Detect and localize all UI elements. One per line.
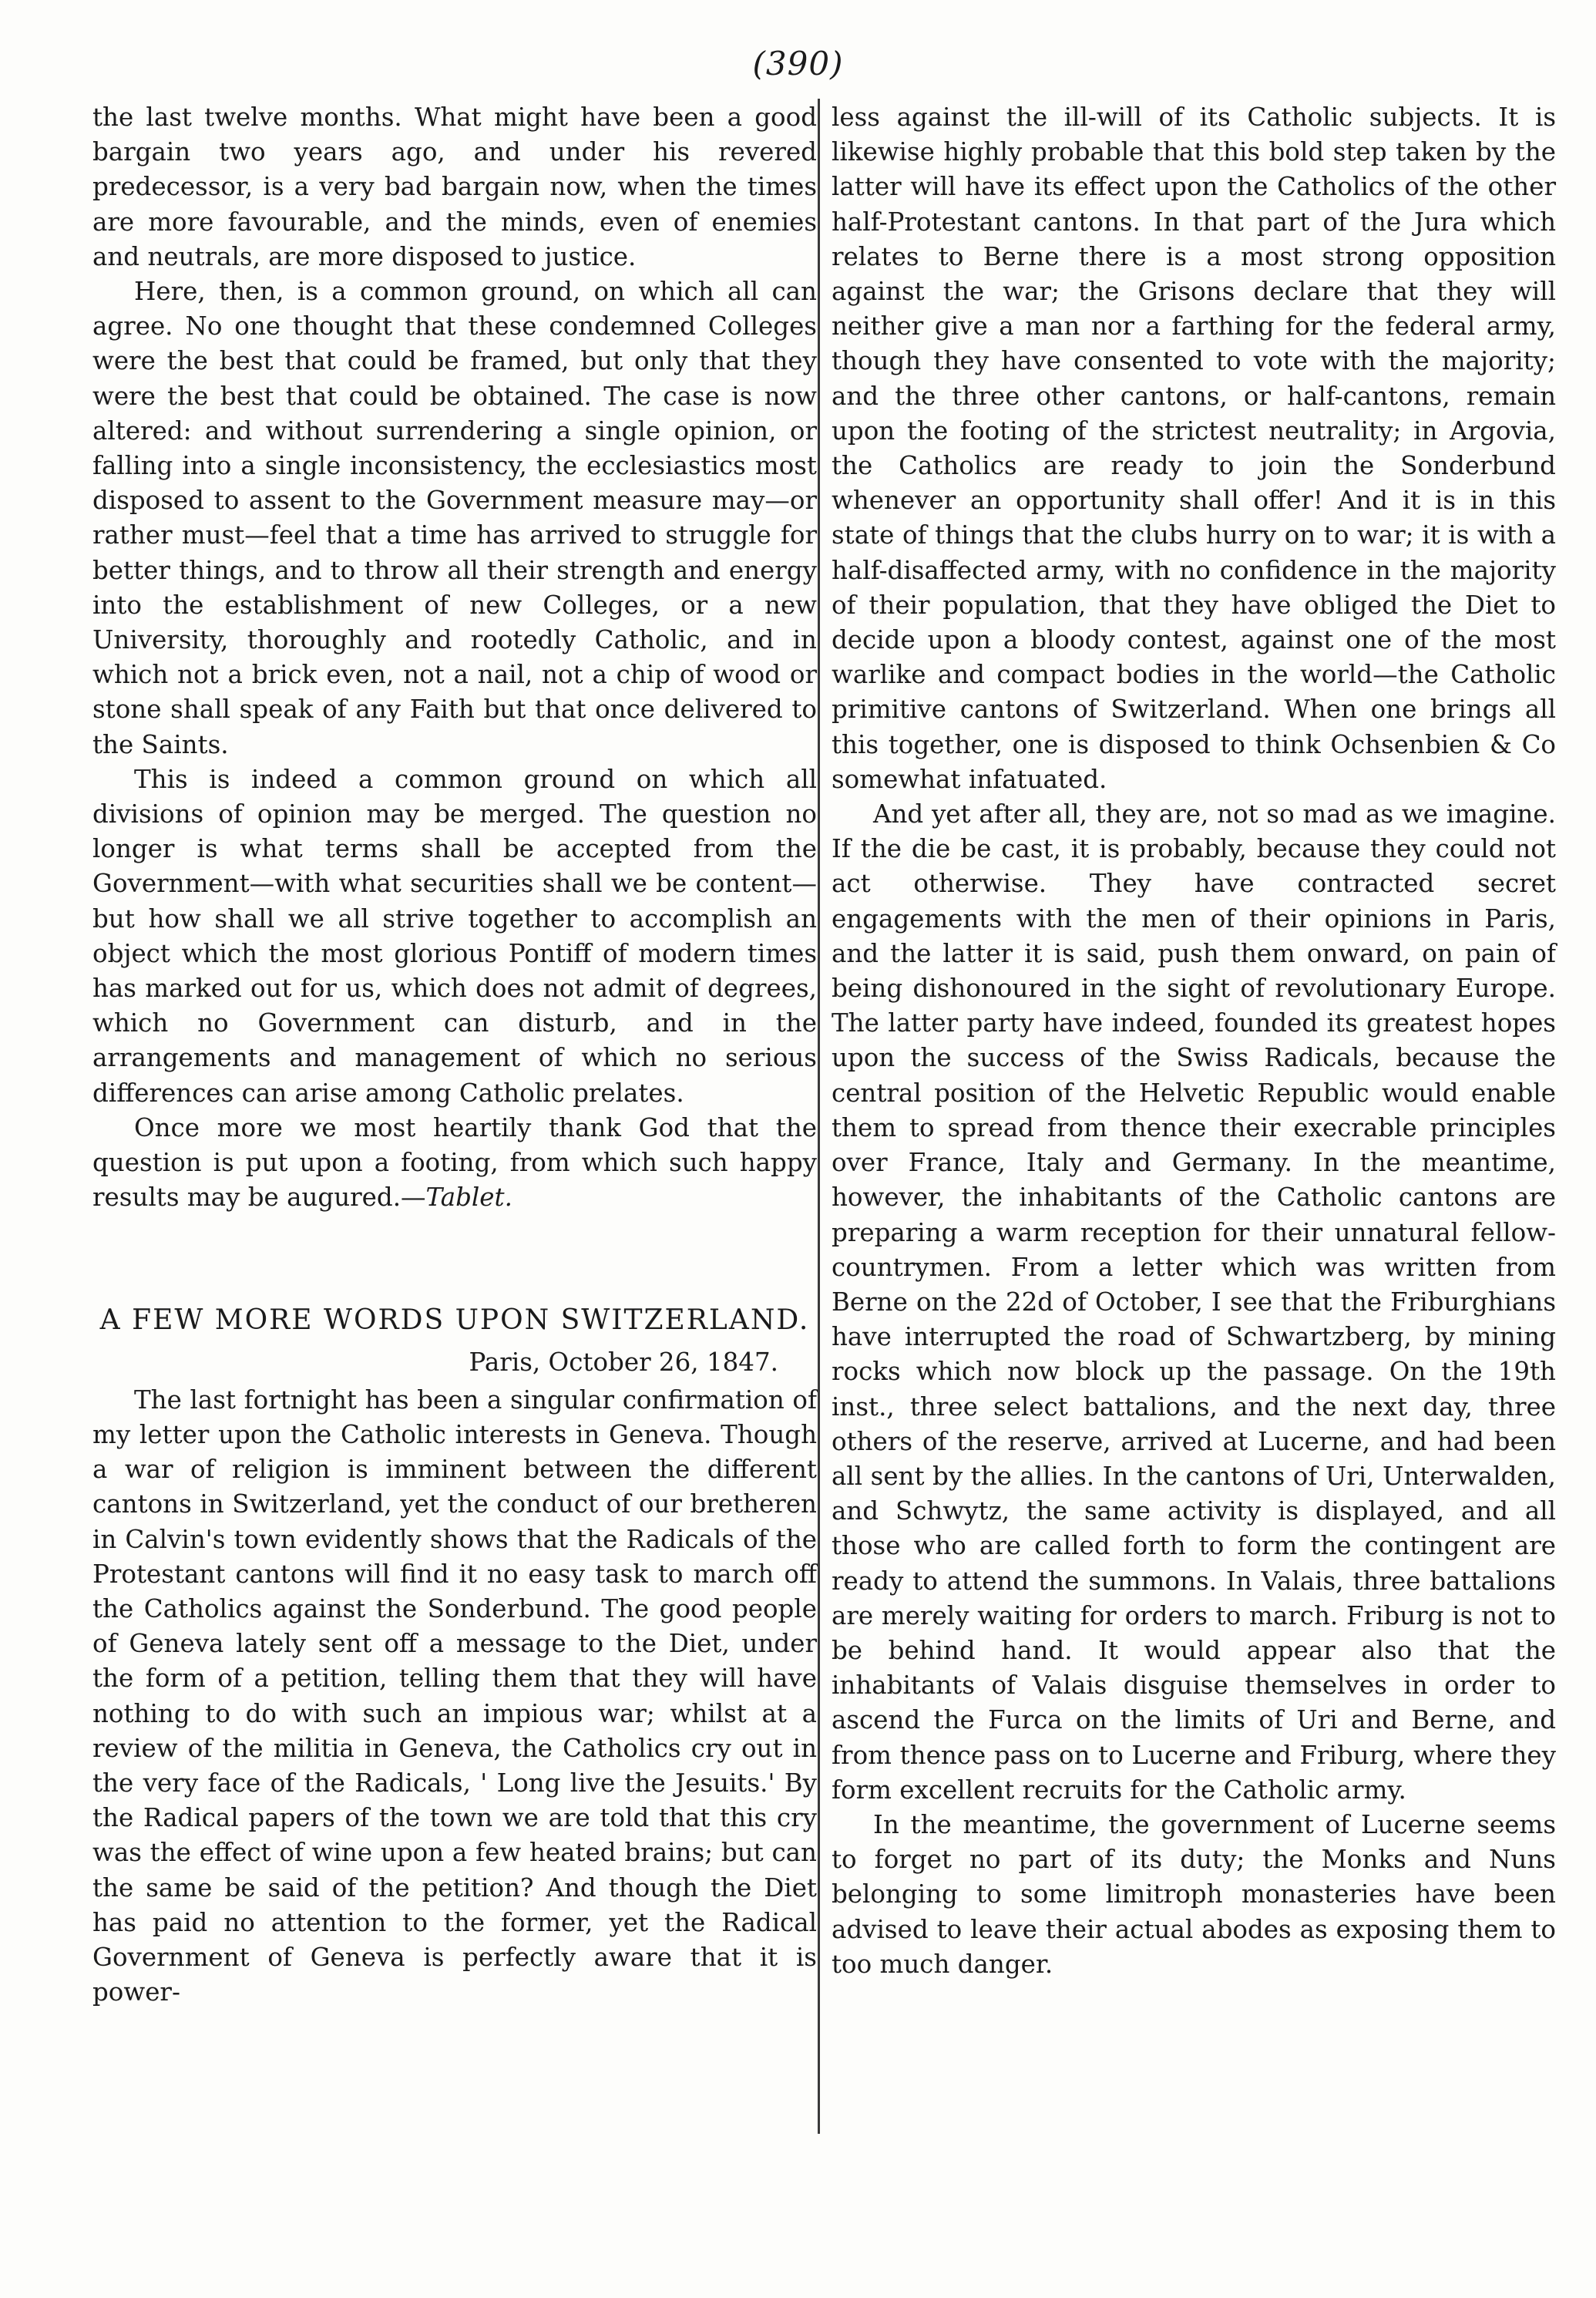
paragraph: less against the ill-will of its Catholic subjects. It is likewise highly probable that this bold step taken by the latter will have its effect upon the Catholics of the other half-Protestant cantons. In that part of the Jura which relates to Berne there is a most strong opposition against the war; the Grisons declare that they will neither give a man nor a farthing for the federal army, though they have consented to vote with the majority; and the three other cantons, or half-cantons, remain upon the footing of the strictest neutrality; in Argovia, the Catholics are ready to join the Sonderbund whenever an opportunity shall offer! And it is in this state of things that the clubs hurry on to war; it is with a half-disaffected army, with no confidence in the majority of their population, that they have obliged the Diet to decide upon a bloody contest, against one of the most warlike and compact bodies in the world—the Catholic primitive cantons of Switzerland. When one brings all this together, one is disposed to think Ochsenbien & Co somewhat infatuated. [832, 103, 1556, 794]
paragraph: This is indeed a common ground on which all divisions of opinion may be merged. The question no longer is what terms shall be accepted from the Government—with what securities shall we be content—but how shall we all strive together to accomplish an object which the most glorious Pontiff of modern times has marked out for us, which does not admit of degrees, which no Government can disturb, and in the arrangements and management of which no serious differences can arise among Catholic prelates. [92, 764, 817, 1108]
paragraph: In the meantime, the government of Lucerne seems to forget no part of its duty; the Monks and Nuns belonging to some limitroph monasteries have been advised to leave their actual abodes as exposing them to too much danger. [832, 1809, 1556, 1979]
paragraph: Here, then, is a common ground, on which all can agree. No one thought that these condemned Colleges were the best that could be framed, but only that they were the best that could be obtained. The case is now altered: and without surrendering a single opinion, or falling into a single inconsistency, the ecclesiastics most disposed to assent to the Government measure may—or rather must—feel that a time has arrived to struggle for better things, and to throw all their strength and energy into the establishment of new Colleges, or a new University, thoroughly and rootedly Catholic, and in which not a brick even, not a nail, not a chip of wood or stone shall speak of any Faith but that once delivered to the Saints. [92, 277, 817, 759]
source-attribution: Tablet. [425, 1183, 512, 1213]
paragraph: And yet after all, they are, not so mad as we imagine. If the die be cast, it is probably, because they could not act otherwise. They have contracted secret engagements with the men of their opinions in Paris, and the latter it is said, push them onward, on pain of being dishonoured in the sight of revolutionary Europe. The latter party have indeed, founded its greatest hopes upon the success of the Swiss Radicals, because the central position of the Helvetic Republic would enable them to spread from thence their execrable principles over France, Italy and Germany. In the meantime, however, the inhabitants of the Catholic cantons are preparing a warm reception for their unnatural fellow-countrymen. From a letter which was written from Berne on the 22d of October, I see that the Friburghians have interrupted the road of Schwartzberg, by mining rocks which now block up the passage. On the 19th inst., three select battalions, and the next day, three others of the reserve, arrived at Lucerne, and had been all sent by the allies. In the cantons of Uri, Unterwalden, and Schwytz, the same activity is displayed, and all those who are called forth to form the contingent are ready to attend the summons. In Valais, three battalions are merely waiting for orders to march. Friburg is not to be behind hand. It would appear also that the inhabitants of Valais disguise themselves in order to ascend the Furca on the limits of Uri and Berne, and from thence pass on to Lucerne and Friburg, where they form excellent recruits for the Catholic army. [832, 799, 1556, 1805]
page-number: (390) [752, 45, 844, 82]
right-column [832, 100, 1556, 1982]
dateline: Paris, October 26, 1847. [469, 1347, 778, 1377]
closing-paragraph [92, 1111, 817, 1216]
paragraph: the last twelve months. What might have been a good bargain two years ago, and under his revered predecessor, is a very bad bargain now, when the times are more favourable, and the minds, even of enemies and neutrals, are more disposed to justice. [92, 103, 817, 271]
left-column [92, 100, 817, 2010]
article-title: A FEW MORE WORDS UPON SWITZERLAND. [99, 1304, 810, 1336]
paragraph: The last fortnight has been a singular confirmation of my letter upon the Catholic interests in Geneva. Though a war of religion is imminent between the different cantons in Switzerland, yet the conduct of our bretheren in Calvin's town evidently shows that the Radicals of the Protestant cantons will find it no easy task to march off the Catholics against the Sonderbund. The good people of Geneva lately sent off a message to the Diet, under the form of a petition, telling them that they will have nothing to do with such an impious war; whilst at a review of the militia in Geneva, the Catholics cry out in the very face of the Radicals, ' Long live the Jesuits.' By the Radical papers of the town we are told that this cry was the effect of wine upon a few heated brains; but can the same be said of the petition? And though the Diet has paid no attention to the former, yet the Radical Government of Geneva is perfectly aware that it is power- [92, 1385, 817, 2007]
column-divider [818, 99, 820, 2134]
closing-text: Once more we most heartily thank God that the question is put upon a footing, from which such happy results may be augured.— [92, 1112, 817, 1213]
